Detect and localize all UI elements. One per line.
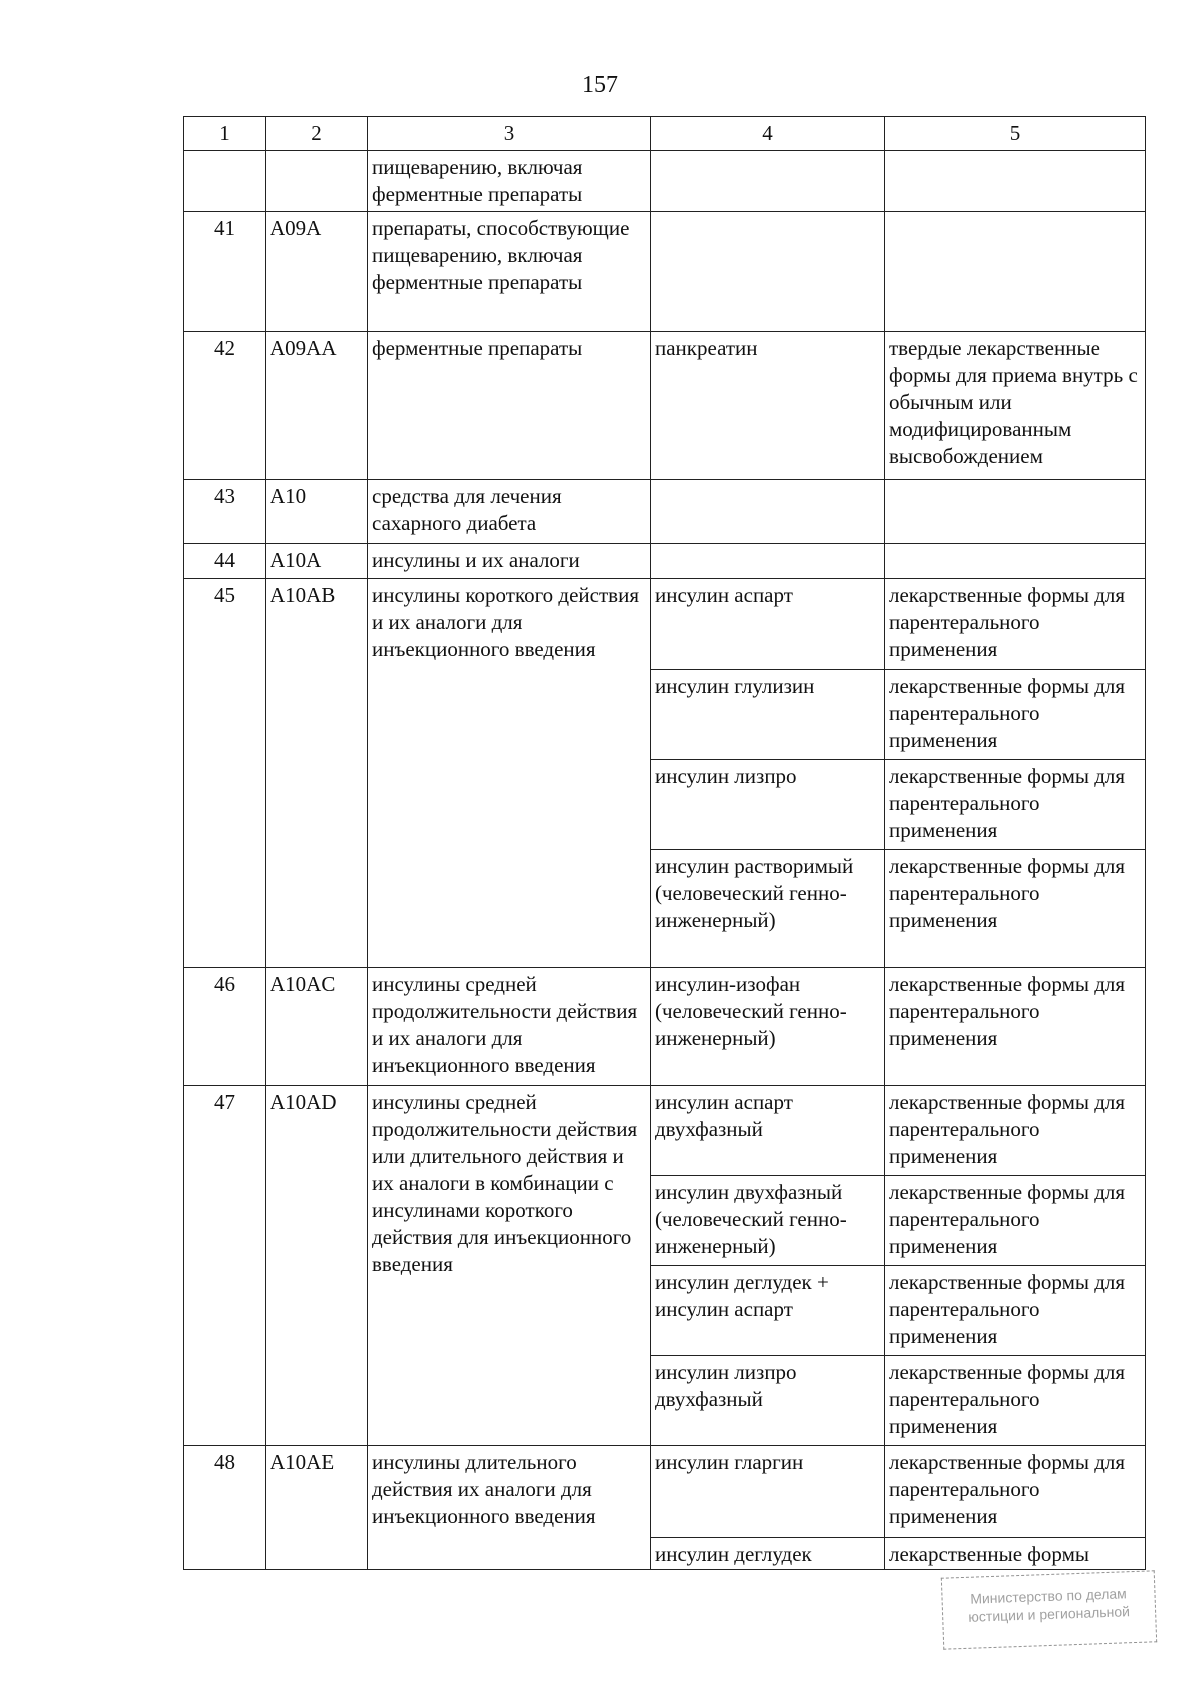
column-header: 1 bbox=[184, 117, 266, 151]
cell-drug: панкреатин bbox=[651, 332, 885, 480]
table-row bbox=[184, 332, 1146, 480]
cell-group-name: инсулины длительного действия их аналоги для инъекционного введения bbox=[368, 1446, 651, 1570]
cell-drug: инсулин гларгин bbox=[651, 1446, 885, 1538]
cell-code: A10A bbox=[266, 544, 368, 579]
stamp-line: юстиции и региональной bbox=[968, 1603, 1131, 1625]
cell-drug bbox=[651, 212, 885, 332]
cell-form: лекарственные формы bbox=[885, 1538, 1146, 1570]
cell-group-name: инсулины средней продолжительности действия и их аналоги для инъекционного введения bbox=[368, 968, 651, 1086]
table-row bbox=[184, 579, 1146, 670]
cell-group-name: инсулины короткого действия и их аналоги для инъекционного введения bbox=[368, 579, 651, 968]
cell-form: лекарственные формы для парентерального применения bbox=[885, 579, 1146, 670]
cell-number: 43 bbox=[184, 480, 266, 544]
cell-drug bbox=[651, 480, 885, 544]
cell-code: A10AD bbox=[266, 1086, 368, 1446]
cell-form bbox=[885, 544, 1146, 579]
cell-form: лекарственные формы для парентерального применения bbox=[885, 968, 1146, 1086]
cell-form: лекарственные формы для парентерального применения bbox=[885, 1266, 1146, 1356]
cell-form: лекарственные формы для парентерального применения bbox=[885, 760, 1146, 850]
cell-drug: инсулин двухфазный (человеческий генно-инженерный) bbox=[651, 1176, 885, 1266]
cell-form: лекарственные формы для парентерального применения bbox=[885, 1086, 1146, 1176]
cell-code: A10AC bbox=[266, 968, 368, 1086]
column-header: 3 bbox=[368, 117, 651, 151]
table-row-continued bbox=[184, 151, 1146, 212]
cell-number: 46 bbox=[184, 968, 266, 1086]
cell-code: A10AE bbox=[266, 1446, 368, 1570]
cell-code: A09A bbox=[266, 212, 368, 332]
cell-group-name: ферментные препараты bbox=[368, 332, 651, 480]
page-number: 157 bbox=[582, 72, 618, 98]
cell-group-name: средства для лечения сахарного диабета bbox=[368, 480, 651, 544]
cell-form: твердые лекарственные формы для приема внутрь с обычным или модифицированным высвобождением bbox=[885, 332, 1146, 480]
cell-number bbox=[184, 151, 266, 212]
cell-form: лекарственные формы для парентерального применения bbox=[885, 670, 1146, 760]
cell-number: 45 bbox=[184, 579, 266, 968]
ministry-stamp bbox=[941, 1570, 1157, 1649]
cell-form bbox=[885, 212, 1146, 332]
cell-form: лекарственные формы для парентерального применения bbox=[885, 1176, 1146, 1266]
cell-drug: инсулин деглудек bbox=[651, 1538, 885, 1570]
cell-drug: инсулин растворимый (человеческий генно-инженерный) bbox=[651, 850, 885, 968]
cell-drug: инсулин лизпро bbox=[651, 760, 885, 850]
cell-code: A10AB bbox=[266, 579, 368, 968]
table-row bbox=[184, 544, 1146, 579]
column-header: 4 bbox=[651, 117, 885, 151]
stamp-line: Министерство по делам bbox=[969, 1585, 1128, 1607]
cell-number: 41 bbox=[184, 212, 266, 332]
cell-number: 42 bbox=[184, 332, 266, 480]
cell-number: 44 bbox=[184, 544, 266, 579]
table-row bbox=[184, 968, 1146, 1086]
cell-code: A10 bbox=[266, 480, 368, 544]
cell-group-name: инсулины и их аналоги bbox=[368, 544, 651, 579]
cell-group-name: препараты, способствующие пищеварению, включая ферментные препараты bbox=[368, 212, 651, 332]
cell-group-name: пищеварению, включая ферментные препараты bbox=[368, 151, 651, 212]
column-header: 5 bbox=[885, 117, 1146, 151]
cell-drug bbox=[651, 151, 885, 212]
cell-form: лекарственные формы для парентерального применения bbox=[885, 1356, 1146, 1446]
cell-form bbox=[885, 480, 1146, 544]
cell-form: лекарственные формы для парентерального применения bbox=[885, 1446, 1146, 1538]
cell-number: 47 bbox=[184, 1086, 266, 1446]
cell-drug: инсулин аспарт bbox=[651, 579, 885, 670]
cell-code: A09AA bbox=[266, 332, 368, 480]
table-row bbox=[184, 480, 1146, 544]
cell-group-name: инсулины средней продолжительности действия или длительного действия и их аналоги в комбинации с инсулинами короткого действия для инъекционного введения bbox=[368, 1086, 651, 1446]
cell-form bbox=[885, 151, 1146, 212]
table-row bbox=[184, 212, 1146, 332]
table-header-row bbox=[184, 117, 1146, 151]
cell-form: лекарственные формы для парентерального применения bbox=[885, 850, 1146, 968]
table-row bbox=[184, 1446, 1146, 1538]
cell-code bbox=[266, 151, 368, 212]
cell-number: 48 bbox=[184, 1446, 266, 1570]
table-row bbox=[184, 1086, 1146, 1176]
cell-drug: инсулин деглудек + инсулин аспарт bbox=[651, 1266, 885, 1356]
cell-drug: инсулин глулизин bbox=[651, 670, 885, 760]
cell-drug: инсулин лизпро двухфазный bbox=[651, 1356, 885, 1446]
cell-drug bbox=[651, 544, 885, 579]
cell-drug: инсулин-изофан (человеческий генно-инженерный) bbox=[651, 968, 885, 1086]
drug-table bbox=[183, 116, 1146, 1570]
cell-drug: инсулин аспарт двухфазный bbox=[651, 1086, 885, 1176]
column-header: 2 bbox=[266, 117, 368, 151]
